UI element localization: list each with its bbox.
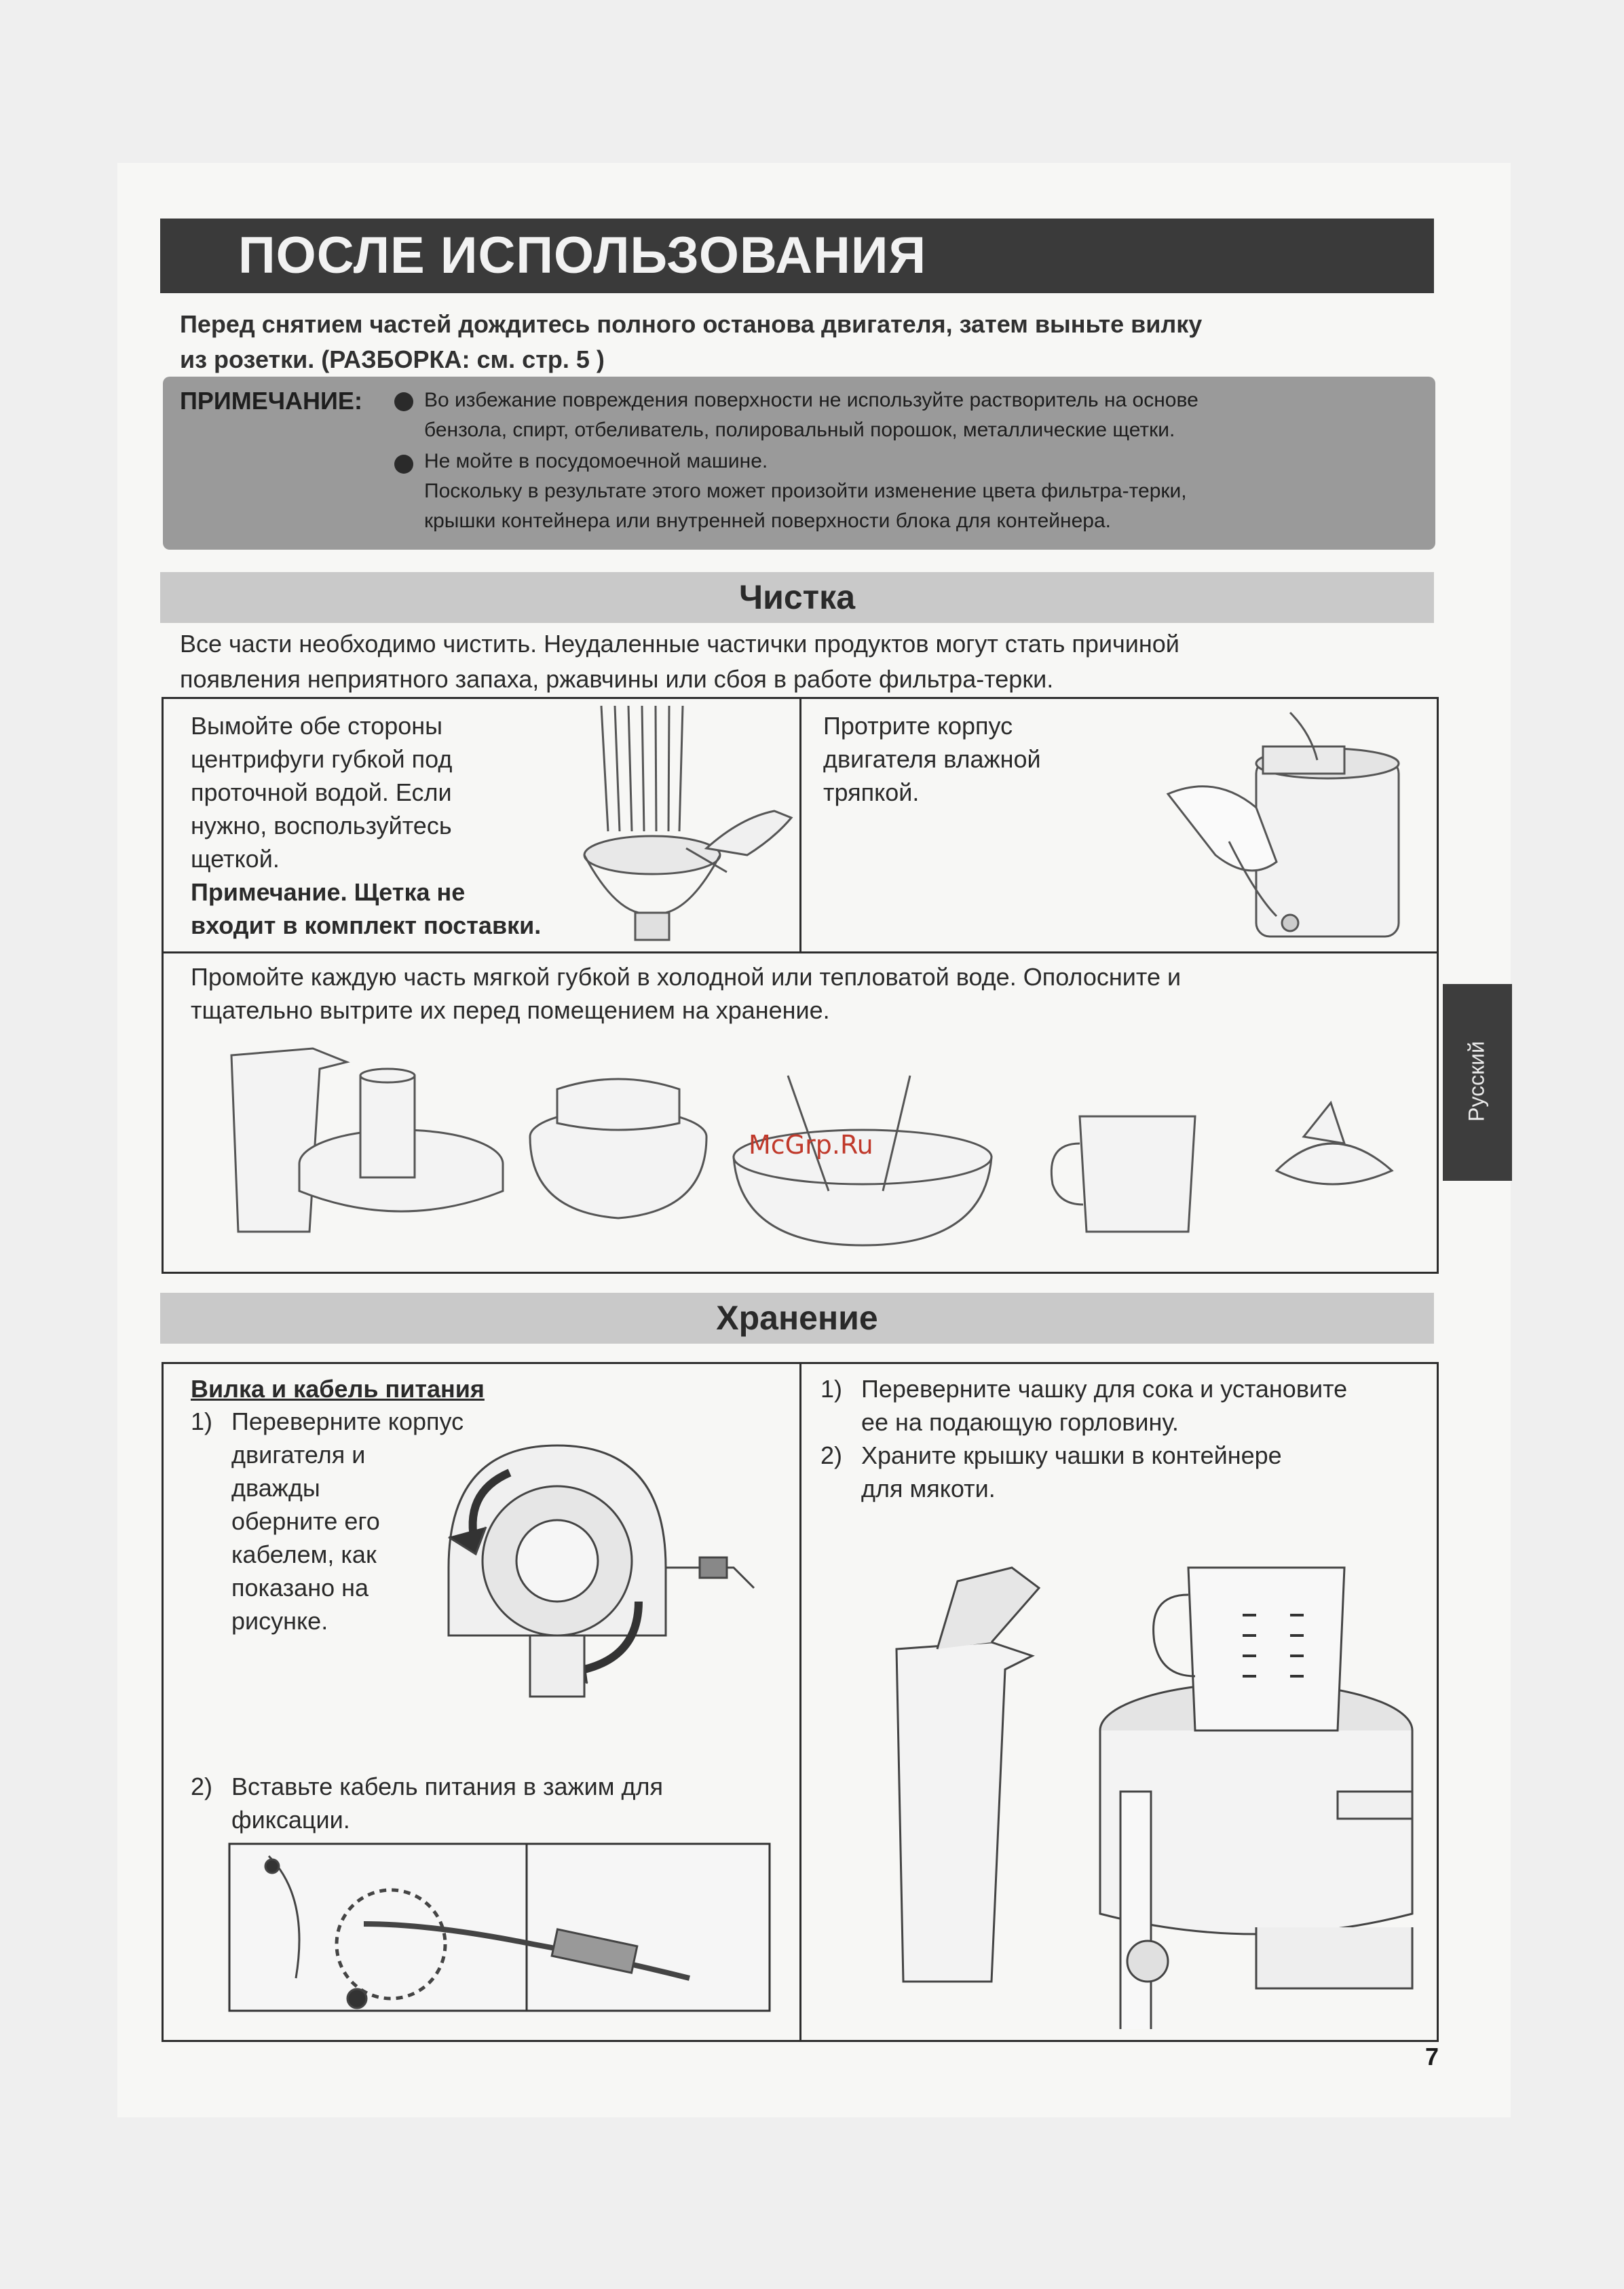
text-line: тряпкой. — [823, 778, 920, 806]
text-line: рисунке. — [231, 1607, 328, 1635]
watermark: McGrp.Ru — [749, 1130, 873, 1160]
step-number: 1) — [820, 1375, 843, 1403]
page-number: 7 — [1425, 2043, 1439, 2070]
text-line: двигателя влажной — [823, 745, 1041, 773]
text-line: кабелем, как — [231, 1540, 377, 1568]
intro-line-1: Перед снятием частей дождитесь полного останова двигателя, затем выньте вилку — [180, 310, 1203, 338]
jug-step-1 — [820, 1372, 1431, 1439]
text-line: центрифуги губкой под — [191, 745, 453, 773]
centrifuge-washing-illustration — [571, 702, 798, 950]
motor-wiping-illustration — [1154, 706, 1426, 950]
text-line: ее на подающую горловину. — [861, 1408, 1179, 1436]
cleaning-intro-line-1: Все части необходимо чистить. Неудаленные частички продуктов могут стать причиной — [180, 630, 1179, 658]
text-line: Протрите корпус — [823, 712, 1013, 740]
clean-centrifuge-box — [162, 697, 801, 953]
text-line: тщательно вытрите их перед помещением на хранение. — [191, 996, 830, 1024]
stored-juicer-illustration — [876, 1513, 1419, 2029]
cord-clip-illustration — [228, 1842, 771, 2012]
cord-storage-box — [162, 1362, 801, 2042]
text-line: проточной водой. Если — [191, 778, 452, 806]
step-number: 2) — [820, 1441, 843, 1469]
cleaning-section-title: Чистка — [739, 578, 855, 616]
note-label: ПРИМЕЧАНИЕ: — [180, 387, 362, 415]
text-line: Переверните чашку для сока и установите — [861, 1375, 1348, 1403]
jug-storage-box — [799, 1362, 1439, 2042]
text-line: нужно, воспользуйтесь — [191, 812, 452, 839]
step-number: 2) — [191, 1773, 213, 1800]
intro-warning — [180, 307, 1401, 377]
brush-note-line: входит в комплект поставки. — [191, 911, 542, 939]
note-item-2 — [424, 447, 1429, 536]
intro-line-2: из розетки. (РАЗБОРКА: см. стр. 5 ) — [180, 345, 605, 373]
text-line: щеткой. — [191, 845, 280, 873]
brush-note-line: Примечание. Щетка не — [191, 878, 466, 906]
text-line: Промойте каждую часть мягкой губкой в холодной или тепловатой воде. Ополосните и — [191, 963, 1182, 991]
bullet-icon — [394, 455, 413, 474]
text-line: Вставьте кабель питания в зажим для — [231, 1773, 663, 1800]
step-number: 1) — [191, 1407, 213, 1435]
bullet-icon — [394, 392, 413, 411]
note-item-2-line-3: крышки контейнера или внутренней поверхности блока для контейнера. — [424, 510, 1111, 532]
text-line: для мякоти. — [861, 1475, 996, 1502]
text-line: Храните крышку чашки в контейнере — [861, 1441, 1282, 1469]
note-item-2-line-2: Поскольку в результате этого может произойти изменение цвета фильтра-терки, — [424, 480, 1187, 502]
clean-centrifuge-text — [191, 709, 584, 942]
cord-wrapping-illustration — [435, 1432, 761, 1737]
language-side-tab — [1443, 984, 1512, 1181]
text-line: фиксации. — [231, 1806, 350, 1834]
text-line: Вымойте обе стороны — [191, 712, 443, 740]
cord-step-2 — [191, 1770, 774, 1836]
storage-section-title: Хранение — [716, 1299, 878, 1337]
text-line: дважды — [231, 1474, 320, 1502]
note-item-1 — [424, 385, 1429, 445]
wash-parts-text — [191, 960, 1426, 1027]
note-item-1-line-1: Во избежание повреждения поверхности не используйте растворитель на основе — [424, 389, 1198, 411]
text-line: показано на — [231, 1574, 369, 1602]
cleaning-intro-line-2: появления неприятного запаха, ржавчины или сбоя в работе фильтра-терки. — [180, 665, 1054, 693]
clean-motor-text — [823, 709, 1129, 809]
wash-parts-box — [162, 951, 1439, 1274]
language-label: Русский — [1464, 1041, 1489, 1122]
jug-step-2 — [820, 1439, 1431, 1505]
text-line: оберните его — [231, 1507, 380, 1535]
text-line: Переверните корпус — [231, 1407, 464, 1435]
text-line: двигателя и — [231, 1441, 366, 1469]
cord-storage-heading: Вилка и кабель питания — [191, 1375, 485, 1403]
note-item-1-line-2: бензола, спирт, отбеливатель, полировальный порошок, металлические щетки. — [424, 419, 1175, 441]
cleaning-intro — [180, 626, 1435, 697]
note-item-2-line-1: Не мойте в посудомоечной машине. — [424, 450, 768, 472]
page-title: ПОСЛЕ ИСПОЛЬЗОВАНИЯ — [160, 219, 1434, 293]
clean-motor-box — [799, 697, 1439, 953]
cord-step-1 — [191, 1405, 476, 1638]
